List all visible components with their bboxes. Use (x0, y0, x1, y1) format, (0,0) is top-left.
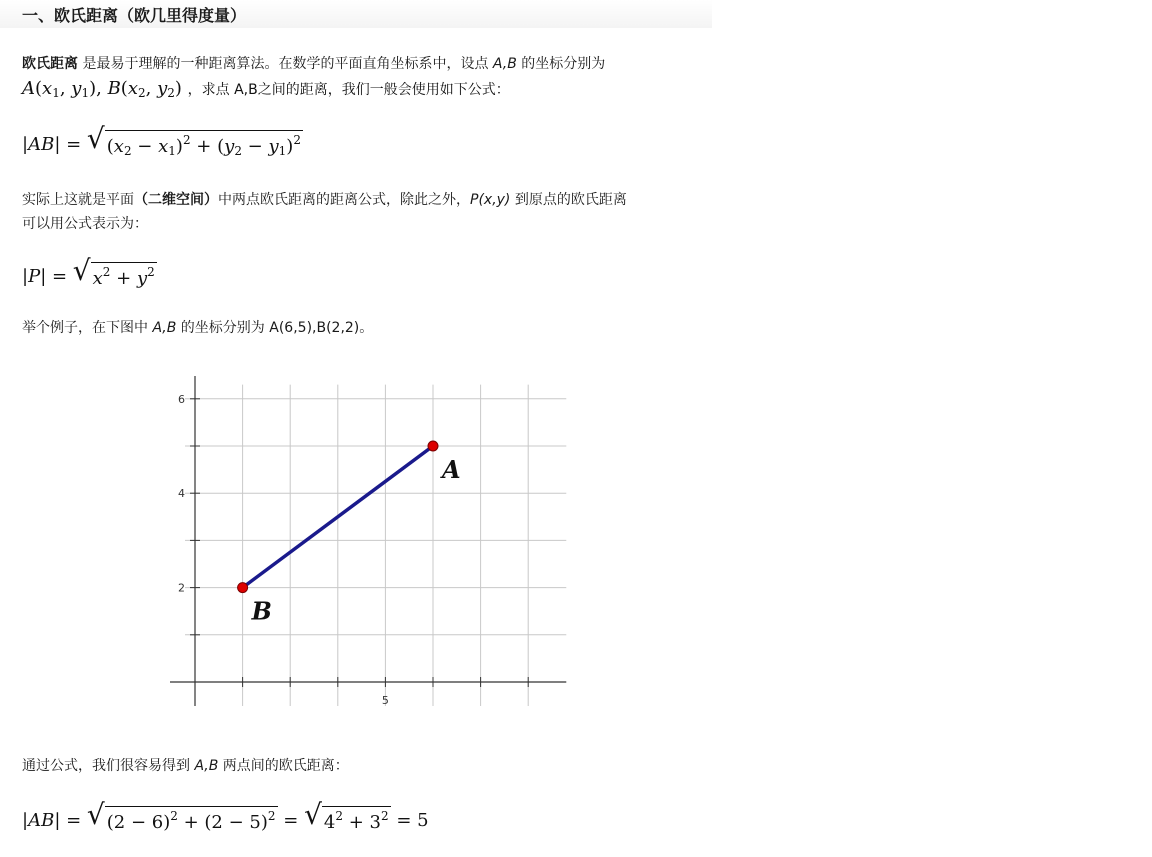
p4-points: A,B (194, 758, 219, 774)
p2-text-a: 实际上这就是平面 (22, 192, 134, 208)
sqrt-symbol: √ $4^2 + 3^2$ (304, 798, 389, 833)
p3-text-a: 举个例子，在下图中 (22, 320, 153, 336)
x-tick-label: 5 (381, 694, 389, 707)
page-title: 一、欧氏距离（欧几里得度量） (22, 6, 247, 25)
y-tick-label: 6 (178, 392, 185, 406)
point-a (428, 441, 438, 451)
p2-bold: （二维空间） (134, 192, 218, 208)
intro-text-a: 是最易于理解的一种距离算法。在数学的平面直角坐标系中，设点 (78, 56, 493, 72)
p3-text-b: 的坐标分别为 A(6,5),B(2,2)。 (176, 320, 374, 336)
sqrt-symbol: √ $(2 - 6)^2 + (2 - 5)^2$ (86, 798, 276, 833)
intro-text-b: 的坐标分别为 (516, 56, 606, 72)
term-bold: 欧氏距离 (22, 56, 78, 72)
second-paragraph (22, 188, 722, 236)
point-label-b: B (251, 596, 272, 626)
fourth-paragraph (22, 754, 722, 778)
sqrt-symbol: √ $(x_2 - x_1)^2 + (y_2 - y_1)^2$ (86, 122, 301, 158)
third-paragraph (22, 316, 722, 340)
p4-text-b: 两点间的欧氏距离： (218, 758, 349, 774)
intro-points: A,B (492, 56, 517, 72)
sqrt-symbol: √ $x^2 + y^2$ (72, 254, 155, 289)
point-label-a: A (442, 455, 461, 484)
point-b (238, 583, 248, 593)
p2-text-b: 中两点欧氏距离的距离公式，除此之外， (218, 192, 470, 208)
y-tick-label: 2 (178, 581, 185, 595)
p2-point: P(x,y) (470, 192, 511, 208)
intro-paragraph (22, 52, 722, 76)
coordinate-chart (160, 376, 580, 716)
p2-text-c: 到原点的欧氏距离 (510, 192, 627, 208)
p3-points: A,B (152, 320, 177, 336)
formula-origin-distance: |P| = √ $x^2 + y^2$ (22, 254, 155, 289)
formula-example-result: |AB| = √ $(2 - 6)^2 + (2 - 5)^2$ = √ $4^2 + 3^2$ = 5 (22, 798, 429, 833)
p2-text-d: 可以用公式表示为： (22, 216, 148, 232)
chart-svg (160, 376, 580, 716)
intro-text-c: ，求点 A,B之间的距离，我们一般会使用如下公式： (187, 82, 510, 98)
formula-distance: |AB| = √ $(x_2 - x_1)^2 + (y_2 - y_1)^2$ (22, 122, 301, 158)
coords-math: $A(x_1$, $y_1$), $B(x_2$, $y_2$) ，求点 A,B之间的距离，我们一般会使用如下公式： (22, 78, 510, 100)
p4-text-a: 通过公式，我们很容易得到 (22, 758, 195, 774)
y-tick-label: 4 (178, 487, 185, 501)
